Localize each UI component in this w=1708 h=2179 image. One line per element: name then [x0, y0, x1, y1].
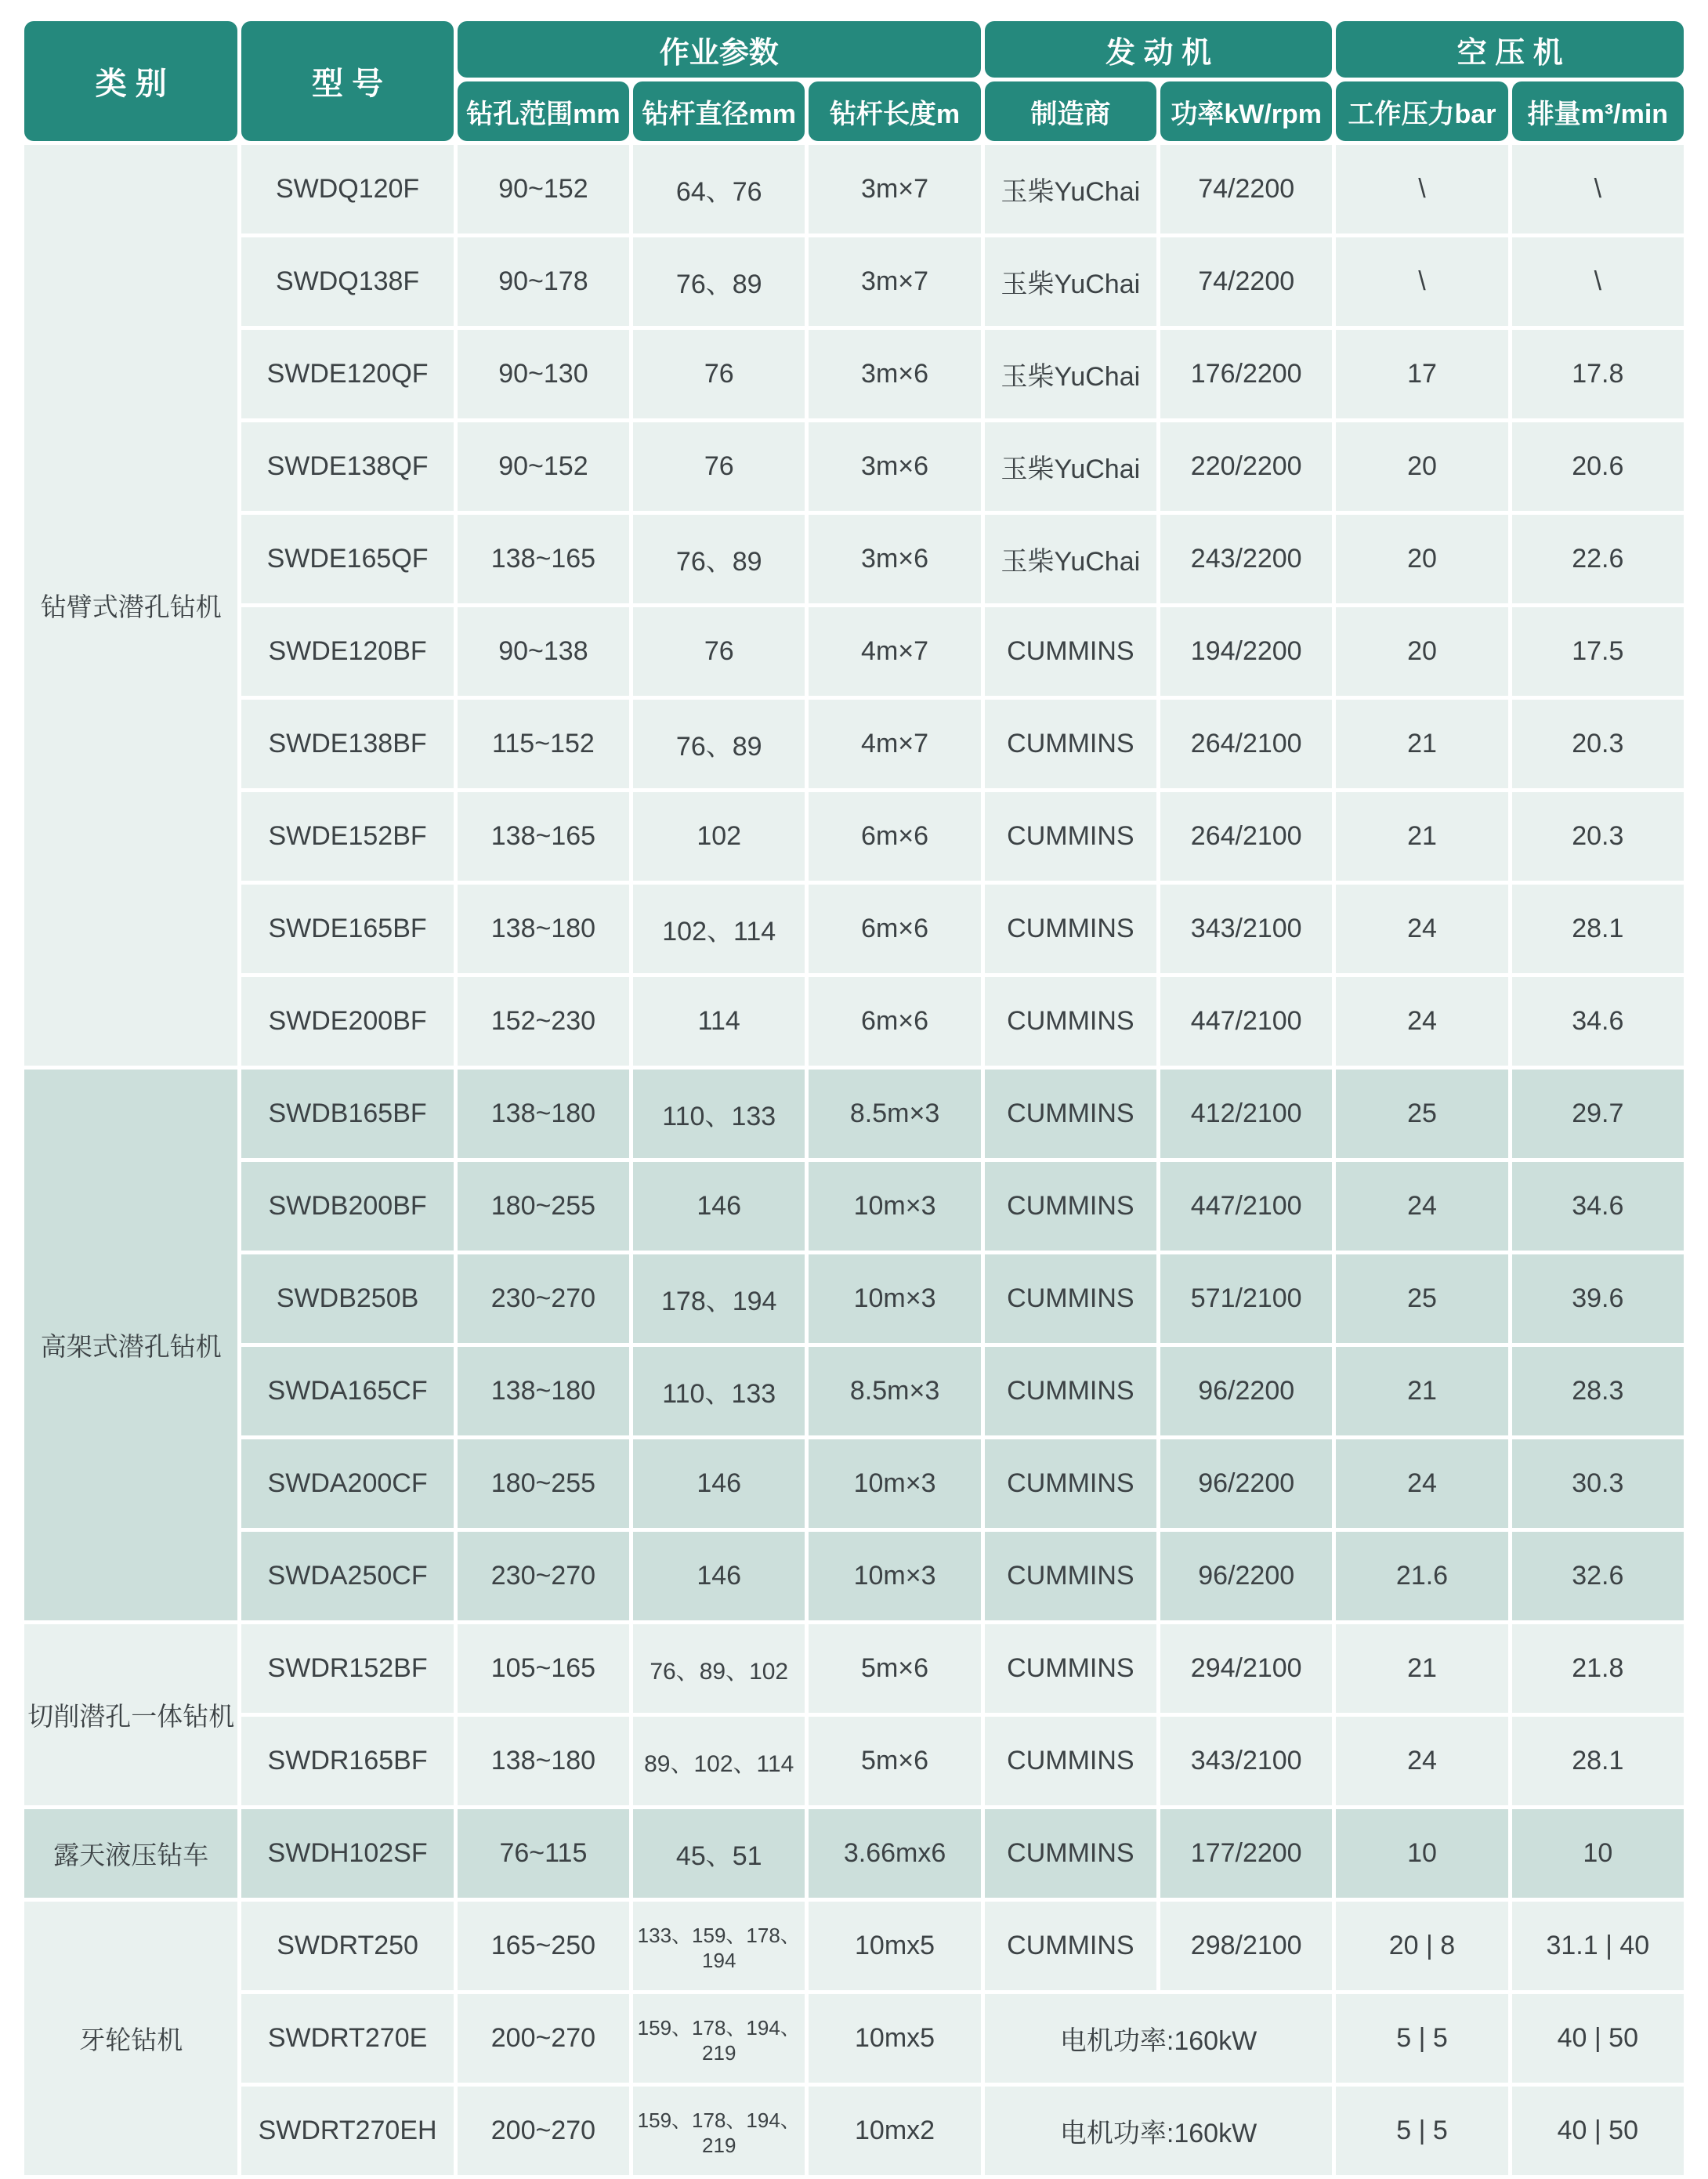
pressure-cell: \ — [1336, 145, 1507, 233]
rod-diameter-cell: 146 — [633, 1162, 805, 1251]
engine-maker-cell: 玉柴YuChai — [985, 237, 1156, 326]
header-row-groups — [24, 21, 1684, 78]
drill-range-cell: 230~270 — [458, 1254, 629, 1343]
drill-range-cell: 200~270 — [458, 1994, 629, 2083]
drill-range-cell: 76~115 — [458, 1809, 629, 1898]
engine-maker-cell: CUMMINS — [985, 1532, 1156, 1620]
rod-length-cell: 10mx5 — [809, 1994, 980, 2083]
table-row — [24, 1070, 1684, 1158]
rod-length-cell: 10mx2 — [809, 2087, 980, 2175]
drill-range-cell: 138~180 — [458, 1347, 629, 1435]
pressure-cell: 17 — [1336, 330, 1507, 418]
rod-diameter-cell: 110、133 — [633, 1070, 805, 1158]
pressure-cell: 24 — [1336, 1162, 1507, 1251]
model-cell: SWDE152BF — [241, 792, 453, 881]
displacement-cell: 21.8 — [1512, 1624, 1684, 1713]
drill-range-cell: 138~165 — [458, 792, 629, 881]
header-compressor-group: 空 压 机 — [1336, 21, 1684, 78]
rod-diameter-cell: 76 — [633, 422, 805, 511]
drill-range-cell: 90~138 — [458, 607, 629, 696]
table-row — [24, 1902, 1684, 1990]
table-row — [24, 1532, 1684, 1620]
engine-power-cell: 264/2100 — [1160, 792, 1332, 881]
displacement-cell: 29.7 — [1512, 1070, 1684, 1158]
model-cell: SWDRT250 — [241, 1902, 453, 1990]
engine-maker-cell: 玉柴YuChai — [985, 145, 1156, 233]
engine-maker-cell: CUMMINS — [985, 1347, 1156, 1435]
rod-length-cell: 3m×6 — [809, 515, 980, 603]
drill-range-cell: 138~165 — [458, 515, 629, 603]
rod-length-cell: 3m×6 — [809, 422, 980, 511]
rod-length-cell: 8.5m×3 — [809, 1347, 980, 1435]
rod-length-cell: 10m×3 — [809, 1254, 980, 1343]
rod-diameter-cell: 64、76 — [633, 145, 805, 233]
drill-range-cell: 90~178 — [458, 237, 629, 326]
drill-range-cell: 90~152 — [458, 145, 629, 233]
table-row — [24, 237, 1684, 326]
header-category: 类 别 — [24, 21, 237, 141]
displacement-cell: 28.1 — [1512, 885, 1684, 973]
pressure-cell: 5 | 5 — [1336, 1994, 1507, 2083]
table-row — [24, 1994, 1684, 2083]
displacement-cell: 31.1 | 40 — [1512, 1902, 1684, 1990]
engine-power-cell: 176/2200 — [1160, 330, 1332, 418]
engine-maker-cell: CUMMINS — [985, 885, 1156, 973]
engine-maker-cell: CUMMINS — [985, 1624, 1156, 1713]
table-row — [24, 1624, 1684, 1713]
rod-length-cell: 10m×3 — [809, 1532, 980, 1620]
drill-range-cell: 180~255 — [458, 1439, 629, 1528]
category-cell: 钻臂式潜孔钻机 — [24, 145, 237, 1066]
rod-length-cell: 10m×3 — [809, 1162, 980, 1251]
pressure-cell: 21 — [1336, 792, 1507, 881]
model-cell: SWDB200BF — [241, 1162, 453, 1251]
pressure-cell: 24 — [1336, 885, 1507, 973]
model-cell: SWDA250CF — [241, 1532, 453, 1620]
displacement-cell: 17.8 — [1512, 330, 1684, 418]
pressure-cell: 25 — [1336, 1254, 1507, 1343]
engine-power-cell: 194/2200 — [1160, 607, 1332, 696]
rod-length-cell: 4m×7 — [809, 700, 980, 788]
model-cell: SWDR152BF — [241, 1624, 453, 1713]
pressure-cell: 21 — [1336, 1624, 1507, 1713]
rod-diameter-cell: 146 — [633, 1439, 805, 1528]
rod-diameter-cell: 114 — [633, 977, 805, 1066]
engine-power-cell: 447/2100 — [1160, 1162, 1332, 1251]
drill-range-cell: 115~152 — [458, 700, 629, 788]
displacement-cell: 30.3 — [1512, 1439, 1684, 1528]
displacement-cell: \ — [1512, 237, 1684, 326]
table-row — [24, 977, 1684, 1066]
model-cell: SWDE138QF — [241, 422, 453, 511]
rod-diameter-cell: 159、178、194、219 — [633, 1994, 805, 2083]
engine-power-cell: 96/2200 — [1160, 1532, 1332, 1620]
rod-diameter-cell: 146 — [633, 1532, 805, 1620]
engine-power-cell: 220/2200 — [1160, 422, 1332, 511]
rod-diameter-cell: 133、159、178、194 — [633, 1902, 805, 1990]
engine-power-cell: 343/2100 — [1160, 885, 1332, 973]
model-cell: SWDE165QF — [241, 515, 453, 603]
displacement-cell: 40 | 50 — [1512, 1994, 1684, 2083]
rod-diameter-cell: 76 — [633, 607, 805, 696]
header-engine-power: 功率kW/rpm — [1160, 81, 1332, 141]
engine-power-cell: 294/2100 — [1160, 1624, 1332, 1713]
table-row — [24, 607, 1684, 696]
header-engine-maker: 制造商 — [985, 81, 1156, 141]
engine-power-cell: 96/2200 — [1160, 1439, 1332, 1528]
model-cell: SWDA200CF — [241, 1439, 453, 1528]
model-cell: SWDB165BF — [241, 1070, 453, 1158]
rod-length-cell: 6m×6 — [809, 885, 980, 973]
model-cell: SWDE200BF — [241, 977, 453, 1066]
drill-range-cell: 90~152 — [458, 422, 629, 511]
engine-maker-cell: 玉柴YuChai — [985, 330, 1156, 418]
drill-range-cell: 105~165 — [458, 1624, 629, 1713]
engine-maker-cell: CUMMINS — [985, 700, 1156, 788]
table-row — [24, 1162, 1684, 1251]
pressure-cell: 21 — [1336, 1347, 1507, 1435]
rod-length-cell: 3m×6 — [809, 330, 980, 418]
category-cell: 露天液压钻车 — [24, 1809, 237, 1898]
displacement-cell: 34.6 — [1512, 1162, 1684, 1251]
model-cell: SWDE138BF — [241, 700, 453, 788]
model-cell: SWDE120BF — [241, 607, 453, 696]
pressure-cell: 24 — [1336, 977, 1507, 1066]
rod-diameter-cell: 76、89、102 — [633, 1624, 805, 1713]
pressure-cell: 24 — [1336, 1439, 1507, 1528]
engine-maker-cell: CUMMINS — [985, 792, 1156, 881]
engine-power-cell: 243/2200 — [1160, 515, 1332, 603]
pressure-cell: 20 | 8 — [1336, 1902, 1507, 1990]
drill-range-cell: 152~230 — [458, 977, 629, 1066]
rod-length-cell: 10m×3 — [809, 1439, 980, 1528]
pressure-cell: 21 — [1336, 700, 1507, 788]
header-model: 型 号 — [241, 21, 453, 141]
displacement-cell: \ — [1512, 145, 1684, 233]
rod-length-cell: 8.5m×3 — [809, 1070, 980, 1158]
header-displacement: 排量m³/min — [1512, 81, 1684, 141]
model-cell: SWDB250B — [241, 1254, 453, 1343]
displacement-cell: 17.5 — [1512, 607, 1684, 696]
model-cell: SWDQ138F — [241, 237, 453, 326]
rod-diameter-cell: 76、89 — [633, 515, 805, 603]
header-operating-params-group: 作业参数 — [458, 21, 981, 78]
rod-length-cell: 6m×6 — [809, 977, 980, 1066]
model-cell: SWDH102SF — [241, 1809, 453, 1898]
displacement-cell: 20.6 — [1512, 422, 1684, 511]
engine-power-cell: 74/2200 — [1160, 145, 1332, 233]
table-row — [24, 1809, 1684, 1898]
engine-power-cell: 571/2100 — [1160, 1254, 1332, 1343]
category-cell: 切削潜孔一体钻机 — [24, 1624, 237, 1805]
rod-diameter-cell: 76、89 — [633, 700, 805, 788]
displacement-cell: 28.3 — [1512, 1347, 1684, 1435]
table-row — [24, 1717, 1684, 1805]
engine-maker-cell: CUMMINS — [985, 1439, 1156, 1528]
engine-power-cell: 298/2100 — [1160, 1902, 1332, 1990]
model-cell: SWDRT270E — [241, 1994, 453, 2083]
rod-diameter-cell: 102 — [633, 792, 805, 881]
displacement-cell: 39.6 — [1512, 1254, 1684, 1343]
drill-range-cell: 138~180 — [458, 1070, 629, 1158]
rod-diameter-cell: 76、89 — [633, 237, 805, 326]
engine-power-cell: 264/2100 — [1160, 700, 1332, 788]
pressure-cell: 25 — [1336, 1070, 1507, 1158]
table-row — [24, 885, 1684, 973]
engine-power-cell: 177/2200 — [1160, 1809, 1332, 1898]
header-rod-length: 钻杆长度m — [809, 81, 980, 141]
rod-length-cell: 4m×7 — [809, 607, 980, 696]
engine-maker-cell: 玉柴YuChai — [985, 515, 1156, 603]
table-row — [24, 145, 1684, 233]
rod-length-cell: 5m×6 — [809, 1624, 980, 1713]
pressure-cell: 21.6 — [1336, 1532, 1507, 1620]
engine-maker-cell: CUMMINS — [985, 1162, 1156, 1251]
rod-length-cell: 6m×6 — [809, 792, 980, 881]
engine-maker-cell: CUMMINS — [985, 1717, 1156, 1805]
engine-maker-cell: CUMMINS — [985, 607, 1156, 696]
engine-maker-cell: CUMMINS — [985, 1902, 1156, 1990]
rod-diameter-cell: 45、51 — [633, 1809, 805, 1898]
engine-power-cell: 74/2200 — [1160, 237, 1332, 326]
rod-length-cell: 10mx5 — [809, 1902, 980, 1990]
displacement-cell: 20.3 — [1512, 700, 1684, 788]
table-row — [24, 700, 1684, 788]
model-cell: SWDE120QF — [241, 330, 453, 418]
model-cell: SWDR165BF — [241, 1717, 453, 1805]
displacement-cell: 22.6 — [1512, 515, 1684, 603]
model-cell: SWDE165BF — [241, 885, 453, 973]
table-row — [24, 515, 1684, 603]
drill-range-cell: 165~250 — [458, 1902, 629, 1990]
table-row — [24, 792, 1684, 881]
drill-range-cell: 230~270 — [458, 1532, 629, 1620]
model-cell: SWDQ120F — [241, 145, 453, 233]
table-row — [24, 422, 1684, 511]
category-cell: 高架式潜孔钻机 — [24, 1070, 237, 1620]
drill-range-cell: 90~130 — [458, 330, 629, 418]
category-cell: 牙轮钻机 — [24, 1902, 237, 2175]
engine-power-cell: 343/2100 — [1160, 1717, 1332, 1805]
header-working-pressure: 工作压力bar — [1336, 81, 1507, 141]
header-drill-range: 钻孔范围mm — [458, 81, 629, 141]
engine-maker-cell: CUMMINS — [985, 1070, 1156, 1158]
rod-length-cell: 3.66mx6 — [809, 1809, 980, 1898]
model-cell: SWDA165CF — [241, 1347, 453, 1435]
pressure-cell: 20 — [1336, 422, 1507, 511]
pressure-cell: 5 | 5 — [1336, 2087, 1507, 2175]
engine-maker-cell: CUMMINS — [985, 977, 1156, 1066]
drill-range-cell: 138~180 — [458, 885, 629, 973]
table-row — [24, 330, 1684, 418]
rod-diameter-cell: 102、114 — [633, 885, 805, 973]
displacement-cell: 28.1 — [1512, 1717, 1684, 1805]
rod-length-cell: 3m×7 — [809, 237, 980, 326]
engine-maker-cell: CUMMINS — [985, 1809, 1156, 1898]
drill-spec-table — [20, 17, 1688, 2179]
drill-range-cell: 200~270 — [458, 2087, 629, 2175]
header-engine-group: 发 动 机 — [985, 21, 1333, 78]
engine-power-cell: 447/2100 — [1160, 977, 1332, 1066]
engine-power-cell: 412/2100 — [1160, 1070, 1332, 1158]
rod-diameter-cell: 110、133 — [633, 1347, 805, 1435]
rod-diameter-cell: 89、102、114 — [633, 1717, 805, 1805]
rod-length-cell: 3m×7 — [809, 145, 980, 233]
table-row — [24, 1347, 1684, 1435]
engine-maker-cell: 玉柴YuChai — [985, 422, 1156, 511]
engine-merged-cell: 电机功率:160kW — [985, 2087, 1333, 2175]
table-body — [24, 145, 1684, 2175]
pressure-cell: 10 — [1336, 1809, 1507, 1898]
rod-diameter-cell: 178、194 — [633, 1254, 805, 1343]
rod-diameter-cell: 159、178、194、219 — [633, 2087, 805, 2175]
drill-range-cell: 138~180 — [458, 1717, 629, 1805]
pressure-cell: 24 — [1336, 1717, 1507, 1805]
table-header — [24, 21, 1684, 141]
pressure-cell: 20 — [1336, 607, 1507, 696]
rod-length-cell: 5m×6 — [809, 1717, 980, 1805]
table-row — [24, 2087, 1684, 2175]
table-row — [24, 1439, 1684, 1528]
displacement-cell: 40 | 50 — [1512, 2087, 1684, 2175]
table-row — [24, 1254, 1684, 1343]
displacement-cell: 32.6 — [1512, 1532, 1684, 1620]
header-rod-diameter: 钻杆直径mm — [633, 81, 805, 141]
rod-diameter-cell: 76 — [633, 330, 805, 418]
model-cell: SWDRT270EH — [241, 2087, 453, 2175]
pressure-cell: 20 — [1336, 515, 1507, 603]
pressure-cell: \ — [1336, 237, 1507, 326]
displacement-cell: 34.6 — [1512, 977, 1684, 1066]
drill-range-cell: 180~255 — [458, 1162, 629, 1251]
engine-merged-cell: 电机功率:160kW — [985, 1994, 1333, 2083]
engine-power-cell: 96/2200 — [1160, 1347, 1332, 1435]
displacement-cell: 10 — [1512, 1809, 1684, 1898]
displacement-cell: 20.3 — [1512, 792, 1684, 881]
engine-maker-cell: CUMMINS — [985, 1254, 1156, 1343]
